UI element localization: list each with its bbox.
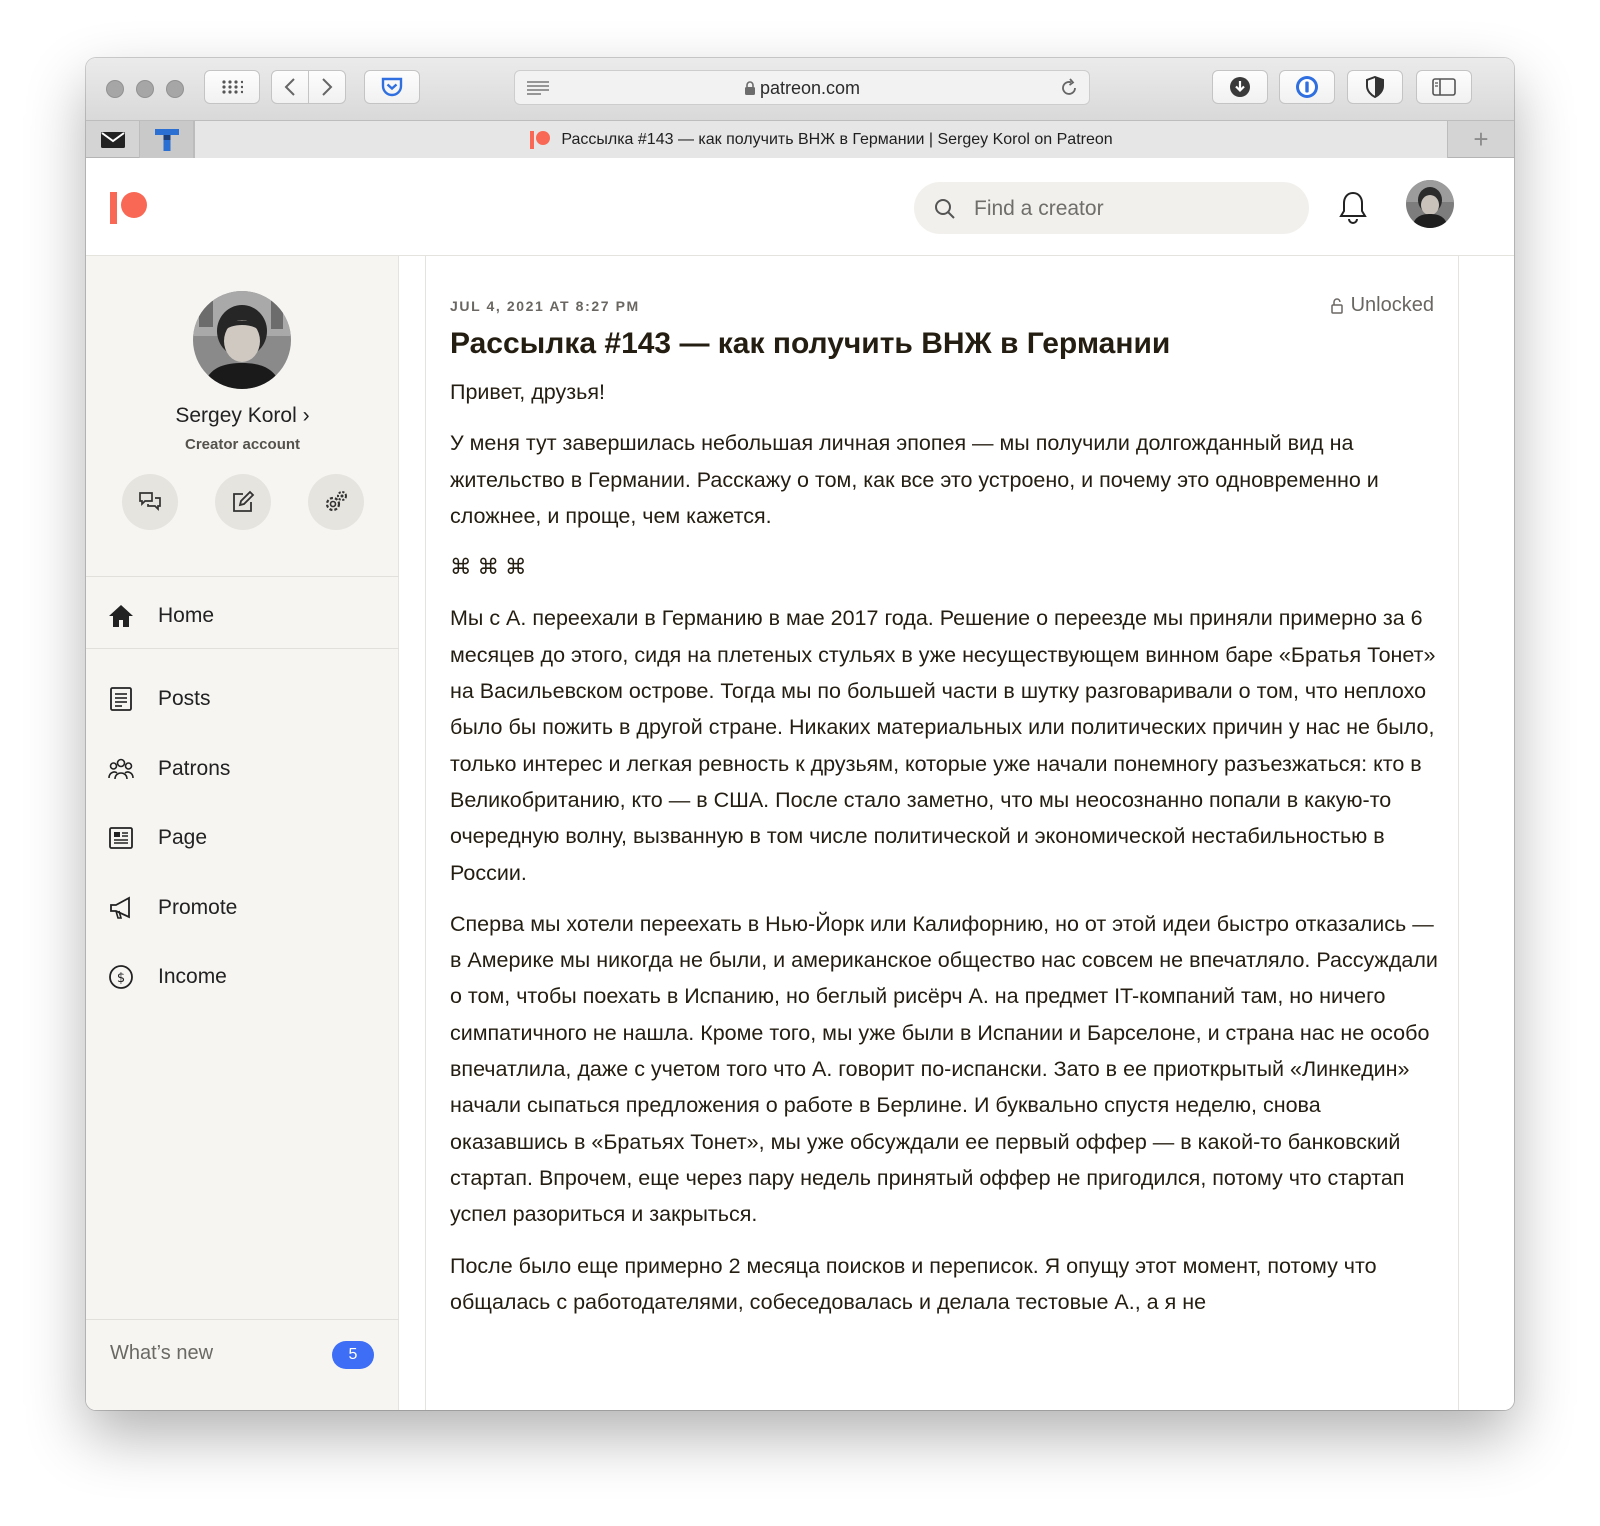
zoom-window-button[interactable] xyxy=(166,80,184,98)
settings-button[interactable] xyxy=(308,474,364,530)
sidebar-icon xyxy=(1432,78,1456,96)
nav-label-home: Home xyxy=(158,604,215,627)
nav-item-patrons[interactable] xyxy=(86,743,399,795)
page-icon xyxy=(108,825,134,851)
post xyxy=(425,256,1459,1410)
user-avatar[interactable] xyxy=(1406,180,1454,228)
nav-item-promote[interactable] xyxy=(86,882,399,934)
create-post-button[interactable] xyxy=(215,474,271,530)
lock-icon xyxy=(744,81,756,96)
patreon-favicon-icon xyxy=(529,130,551,150)
tab-title: Рассылка #143 — как получить ВНЖ в Германии | Sergey Korol on Patreon xyxy=(561,130,1113,148)
pocket-icon xyxy=(380,76,404,98)
sidebar xyxy=(86,256,399,1410)
whats-new-label: What’s new xyxy=(110,1342,214,1364)
nav-item-posts[interactable] xyxy=(86,673,399,725)
post-date: JUL 4, 2021 AT 8:27 PM xyxy=(450,298,640,314)
unlocked-status xyxy=(1330,294,1434,317)
gears-icon xyxy=(323,489,349,515)
reload-icon[interactable] xyxy=(1059,78,1079,98)
nav-label-patrons: Patrons xyxy=(158,757,231,780)
downloads-button[interactable] xyxy=(1212,70,1268,104)
chevron-left-icon xyxy=(284,77,296,97)
t-logo-icon xyxy=(154,128,180,152)
sidebar-toggle-button[interactable] xyxy=(1416,70,1472,104)
search-icon xyxy=(934,198,956,220)
megaphone-icon xyxy=(108,895,134,921)
divider xyxy=(86,648,399,649)
pinned-tab-t[interactable] xyxy=(140,121,194,158)
whats-new-link[interactable] xyxy=(86,1319,399,1387)
search-box[interactable] xyxy=(914,182,1309,234)
1password-icon xyxy=(1295,75,1319,99)
post-separator: ⌘ ⌘ ⌘ xyxy=(450,555,527,580)
messages-button[interactable] xyxy=(122,474,178,530)
post-title: Рассылка #143 — как получить ВНЖ в Германии xyxy=(450,327,1171,360)
nav-label-posts: Posts xyxy=(158,687,211,710)
user-avatar-image xyxy=(1406,180,1454,228)
new-tab-button[interactable]: + xyxy=(1473,124,1489,154)
creator-name-link[interactable]: Sergey Korol › xyxy=(175,404,310,427)
post-paragraph: Мы с А. переехали в Германию в мае 2017 года. Решение о переезде мы приняли примерно за 6 месяцев до этого, сидя на плетеных стульях в уже несуществующем винном баре «Братья Тонет» на Васильевском острове. Тогда мы по большей части в шутку разговаривали о том, что неплохо было бы пожить в другой стране. Никаких материальных или политических причин у нас не было, только интерес и легкая ревность к друзьям, которые уже начали понемногу разъезжаться: кто в Великобританию, кто — в США. После стало заметно, что мы неосознанно попали в какую-то очередную волну, вызванную в том числе политической и экономической нестабильностью в России. xyxy=(450,606,1436,885)
pocket-button[interactable] xyxy=(364,70,420,104)
mail-icon xyxy=(100,131,126,149)
chevron-right-icon xyxy=(321,77,333,97)
nav-item-income[interactable] xyxy=(86,951,399,1003)
post-paragraph: Сперва мы хотели переехать в Нью-Йорк или Калифорнию, но от этой идеи быстро отказались — в Америке мы никогда не были, и американское общество нас совсем не впечатляло. Рассуждали о том, чтобы поехать в Испанию, но беглый рисёрч А. на предмет IT-компаний там, но ничего симпатичного не нашла. Кроме того, мы уже были в Испании и Барселоне, и страна нас не особо впечатлила, даже с учетом того что А. говорит по-испански. Зато в ее приоткрытый «Линкедин» начали сыпаться предложения о работе в Берлине. И буквально спустя неделю, снова оказавшись в «Братьях Тонет», мы уже обсуждали ее первый оффер — в какой-то банковский стартап. Впрочем, еще через пару недель принятый оффер не пригодился, потому что стартап успел разориться и закрыться. xyxy=(450,911,1438,1227)
nav-label-income: Income xyxy=(158,965,227,988)
password-manager-button[interactable] xyxy=(1279,70,1335,104)
nav-label-page: Page xyxy=(158,826,208,849)
creator-avatar-image xyxy=(193,291,291,389)
divider xyxy=(86,576,399,577)
bell-icon[interactable] xyxy=(1338,190,1368,224)
creator-account-label: Creator account xyxy=(184,436,301,453)
pinned-tab-mail[interactable] xyxy=(86,121,140,158)
close-window-button[interactable] xyxy=(106,80,124,98)
chat-icon xyxy=(138,491,162,513)
browser-window xyxy=(86,58,1514,1410)
site-header xyxy=(86,158,1514,256)
tab-current[interactable] xyxy=(194,121,1448,158)
url-text xyxy=(515,78,1089,99)
tab-overview-button[interactable] xyxy=(204,70,260,104)
forward-button[interactable] xyxy=(308,70,346,104)
tab-bar xyxy=(86,120,1514,158)
browser-toolbar xyxy=(86,58,1514,120)
address-bar[interactable] xyxy=(514,70,1090,105)
privacy-button[interactable] xyxy=(1347,70,1403,104)
edit-icon xyxy=(231,490,255,514)
shield-icon xyxy=(1365,76,1385,98)
page xyxy=(86,158,1514,1410)
nav-item-page[interactable] xyxy=(86,812,399,864)
url-label: patreon.com xyxy=(759,78,861,98)
search-input[interactable] xyxy=(972,182,1296,236)
post-paragraph: После было еще примерно 2 месяца поисков и переписок. Я опущу этот момент, потому что общалась с работодателями, собеседовалась и делала тестовые А., а я не xyxy=(450,1253,1377,1314)
nav-label-promote: Promote xyxy=(158,896,238,919)
minimize-window-button[interactable] xyxy=(136,80,154,98)
whats-new-badge: 5 xyxy=(332,1341,374,1369)
dollar-icon xyxy=(108,964,134,990)
unlocked-label: Unlocked xyxy=(1350,294,1434,316)
back-button[interactable] xyxy=(271,70,309,104)
creator-avatar[interactable] xyxy=(193,291,291,389)
patrons-icon xyxy=(108,756,134,782)
patreon-logo-icon[interactable] xyxy=(110,192,148,224)
posts-icon xyxy=(108,686,134,712)
post-paragraph: У меня тут завершилась небольшая личная эпопея — мы получили долгожданный вид на жительство в Германии. Расскажу о том, как все это устроено, и почему это одновременно и сложнее, и проще, чем кажется. xyxy=(450,431,1379,528)
download-icon xyxy=(1229,76,1251,98)
unlock-icon xyxy=(1330,298,1346,314)
nav-item-home[interactable] xyxy=(86,590,399,642)
post-body xyxy=(450,374,1440,1335)
grid-icon xyxy=(221,79,243,95)
post-paragraph: Привет, друзья! xyxy=(450,380,605,404)
home-icon xyxy=(108,603,134,629)
svg-text:$: $ xyxy=(116,971,126,986)
